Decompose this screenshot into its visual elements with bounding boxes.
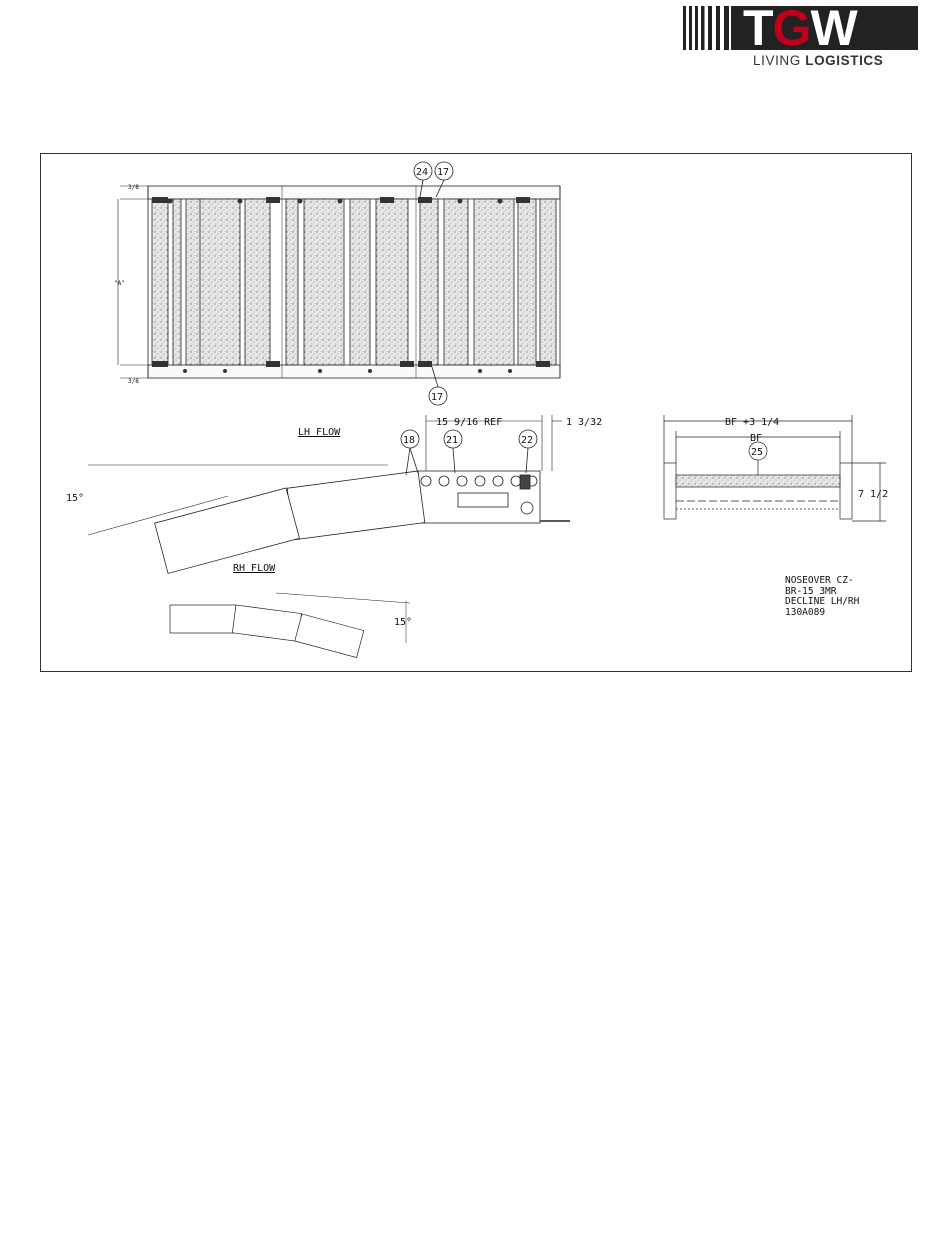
tagline-living: LIVING <box>753 53 801 68</box>
end-view <box>664 415 889 521</box>
angle-lower: 15° <box>394 617 413 628</box>
rh-flow-label: RH FLOW <box>233 563 276 574</box>
side-elevation <box>88 465 570 573</box>
logo-tagline <box>753 53 883 68</box>
drawing-note <box>785 576 859 618</box>
dim-a: "A" <box>114 280 125 287</box>
callout-18: 18 <box>403 435 416 446</box>
plan-view <box>118 186 560 378</box>
tagline-logistics: LOGISTICS <box>805 53 884 68</box>
logo-stripes <box>683 6 735 50</box>
note-line-1: NOSEOVER CZ- <box>785 575 854 586</box>
conveyor-drawing <box>40 153 912 672</box>
dim-bf-plus: BF +3 1/4 <box>725 417 780 428</box>
dim-ref: 15 9/16 REF <box>436 417 503 428</box>
dim-overhang: 1 3/32 <box>566 417 603 428</box>
logo-letter-g: G <box>772 0 811 56</box>
roller-set <box>152 199 556 365</box>
logo-letter-w: W <box>810 0 857 56</box>
tgw-logo <box>683 0 918 70</box>
note-line-2: BR-15 3MR <box>785 585 837 597</box>
dim-height: 7 1/2 <box>858 489 889 500</box>
callout-25: 25 <box>751 447 764 458</box>
callout-17-top: 17 <box>437 167 450 178</box>
logo-letter-t: T <box>743 0 773 56</box>
callout-17-bottom: 17 <box>431 392 444 403</box>
dim-three-eighths-bottom: 3/8 <box>128 378 139 385</box>
rh-flow-view <box>170 593 413 658</box>
callout-24: 24 <box>416 167 429 178</box>
angle-upper: 15° <box>66 493 85 504</box>
callout-22: 22 <box>521 435 534 446</box>
note-line-4: 130A089 <box>785 606 826 618</box>
lh-flow-label: LH FLOW <box>298 427 341 438</box>
note-line-3: DECLINE LH/RH <box>785 596 860 607</box>
dim-three-eighths-top: 3/8 <box>128 184 139 191</box>
dim-bf: BF <box>750 433 763 444</box>
callout-21: 21 <box>446 435 459 446</box>
logo-wordmark <box>743 0 857 56</box>
